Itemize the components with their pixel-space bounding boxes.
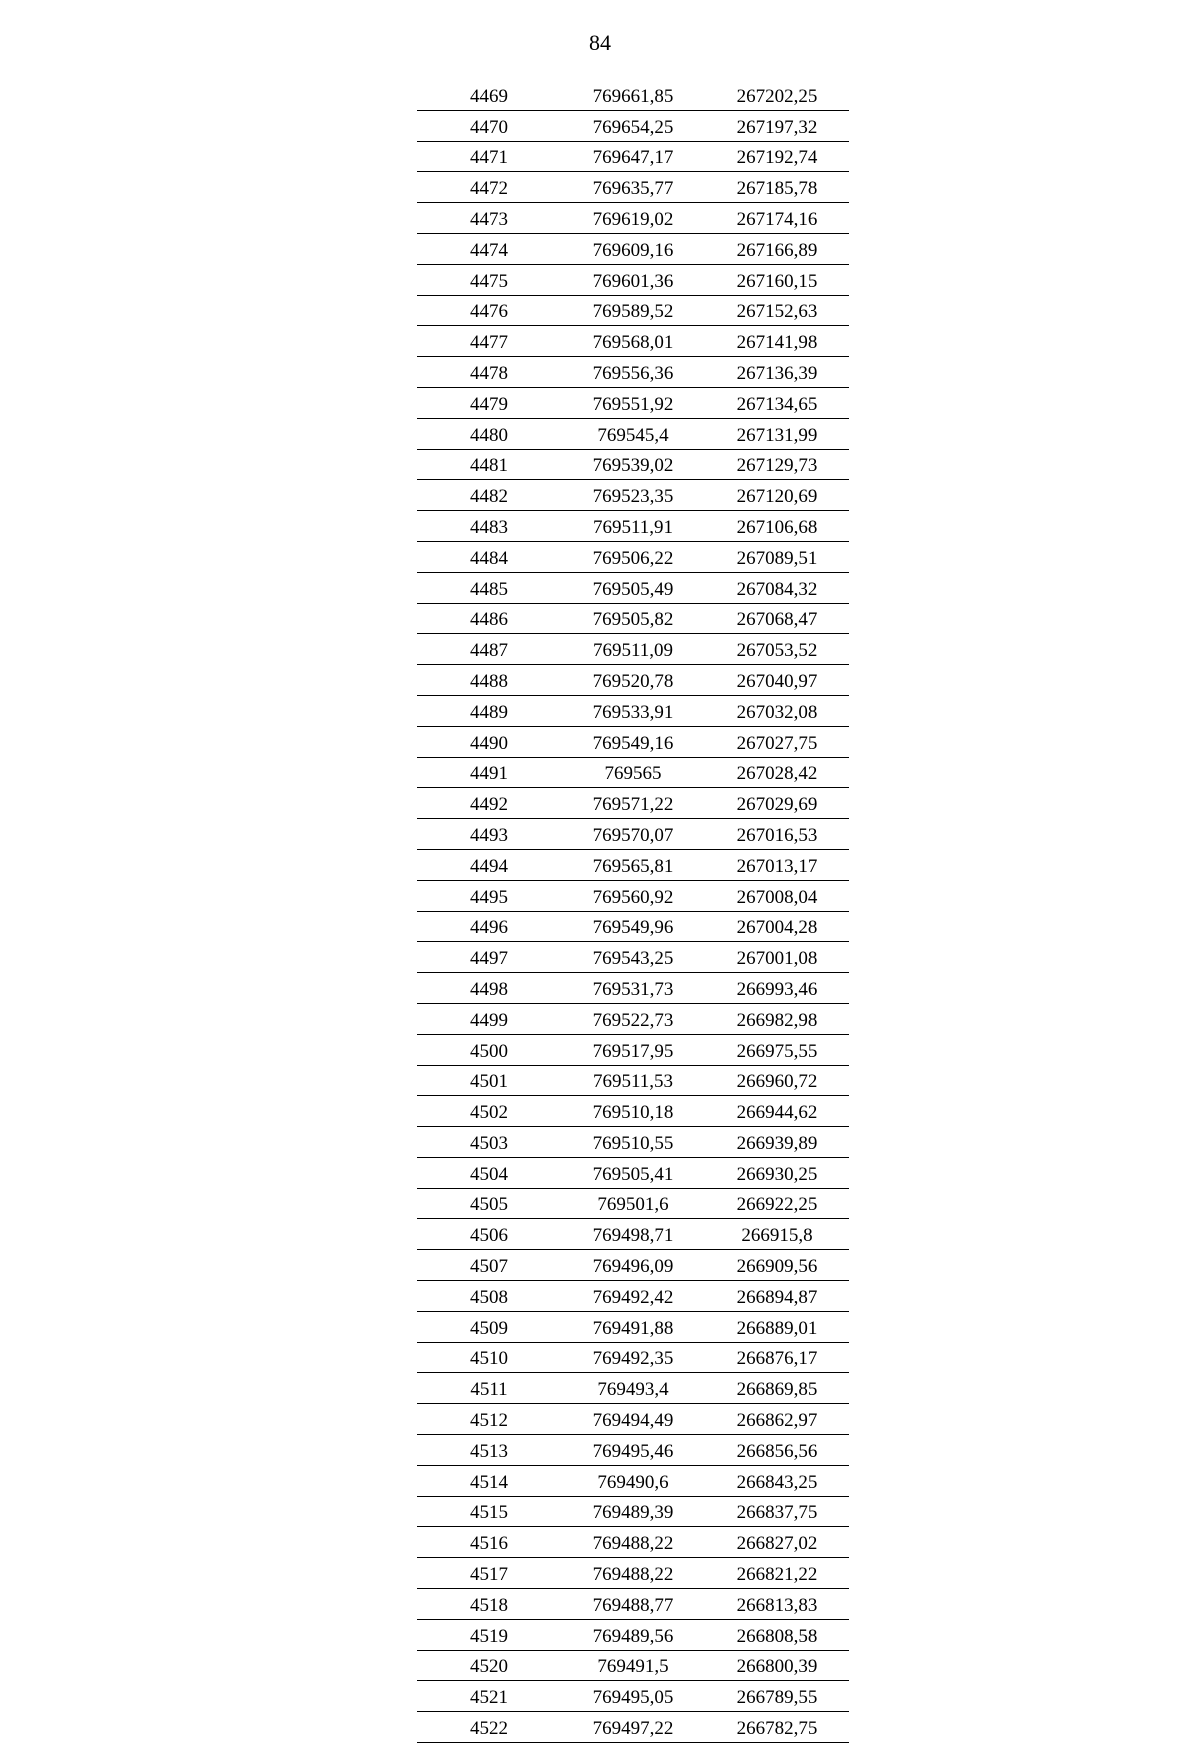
point-number-cell: 4505 xyxy=(417,1188,561,1219)
y-coordinate-cell: 266939,89 xyxy=(705,1127,849,1158)
table-row xyxy=(417,1311,849,1342)
table-row xyxy=(417,788,849,819)
table-row xyxy=(417,849,849,880)
x-coordinate-cell: 769565,81 xyxy=(561,849,705,880)
point-number-cell: 4478 xyxy=(417,357,561,388)
table-row xyxy=(417,1096,849,1127)
table-row xyxy=(417,1496,849,1527)
table-row xyxy=(417,1034,849,1065)
y-coordinate-cell: 266894,87 xyxy=(705,1281,849,1312)
point-number-cell: 4516 xyxy=(417,1527,561,1558)
y-coordinate-cell: 266930,25 xyxy=(705,1157,849,1188)
x-coordinate-cell: 769551,92 xyxy=(561,387,705,418)
table-row xyxy=(417,1188,849,1219)
point-number-cell: 4495 xyxy=(417,880,561,911)
table-row xyxy=(417,1157,849,1188)
table-row xyxy=(417,634,849,665)
x-coordinate-cell: 769510,55 xyxy=(561,1127,705,1158)
table-row xyxy=(417,726,849,757)
table-row xyxy=(417,572,849,603)
x-coordinate-cell: 769589,52 xyxy=(561,295,705,326)
table-row xyxy=(417,511,849,542)
point-number-cell: 4485 xyxy=(417,572,561,603)
point-number-cell: 4500 xyxy=(417,1034,561,1065)
x-coordinate-cell: 769488,22 xyxy=(561,1558,705,1589)
x-coordinate-cell: 769570,07 xyxy=(561,819,705,850)
page-number: 84 xyxy=(589,30,611,55)
point-number-cell: 4477 xyxy=(417,326,561,357)
table-row xyxy=(417,1589,849,1620)
x-coordinate-cell: 769497,22 xyxy=(561,1712,705,1743)
point-number-cell: 4507 xyxy=(417,1250,561,1281)
y-coordinate-cell: 267001,08 xyxy=(705,942,849,973)
point-number-cell: 4519 xyxy=(417,1619,561,1650)
y-coordinate-cell: 267120,69 xyxy=(705,480,849,511)
point-number-cell: 4482 xyxy=(417,480,561,511)
y-coordinate-cell: 266821,22 xyxy=(705,1558,849,1589)
x-coordinate-cell: 769491,5 xyxy=(561,1650,705,1681)
y-coordinate-cell: 267131,99 xyxy=(705,418,849,449)
point-number-cell: 4501 xyxy=(417,1065,561,1096)
point-number-cell: 4490 xyxy=(417,726,561,757)
x-coordinate-cell: 769654,25 xyxy=(561,110,705,141)
point-number-cell: 4470 xyxy=(417,110,561,141)
table-row xyxy=(417,1619,849,1650)
table-row xyxy=(417,1250,849,1281)
y-coordinate-cell: 266837,75 xyxy=(705,1496,849,1527)
x-coordinate-cell: 769647,17 xyxy=(561,141,705,172)
x-coordinate-cell: 769505,49 xyxy=(561,572,705,603)
table-row xyxy=(417,1219,849,1250)
y-coordinate-cell: 267197,32 xyxy=(705,110,849,141)
x-coordinate-cell: 769511,91 xyxy=(561,511,705,542)
point-number-cell: 4499 xyxy=(417,1003,561,1034)
x-coordinate-cell: 769496,09 xyxy=(561,1250,705,1281)
table-row xyxy=(417,1527,849,1558)
y-coordinate-cell: 266869,85 xyxy=(705,1373,849,1404)
table-row xyxy=(417,1404,849,1435)
point-number-cell: 4488 xyxy=(417,665,561,696)
point-number-cell: 4476 xyxy=(417,295,561,326)
x-coordinate-cell: 769511,53 xyxy=(561,1065,705,1096)
table-row xyxy=(417,665,849,696)
y-coordinate-cell: 267004,28 xyxy=(705,911,849,942)
x-coordinate-cell: 769661,85 xyxy=(561,80,705,110)
table-row xyxy=(417,541,849,572)
y-coordinate-cell: 267013,17 xyxy=(705,849,849,880)
point-number-cell: 4517 xyxy=(417,1558,561,1589)
x-coordinate-cell: 769490,6 xyxy=(561,1465,705,1496)
y-coordinate-cell: 266876,17 xyxy=(705,1342,849,1373)
table-row xyxy=(417,80,849,110)
table-row xyxy=(417,295,849,326)
point-number-cell: 4481 xyxy=(417,449,561,480)
table-row xyxy=(417,1435,849,1466)
point-number-cell: 4520 xyxy=(417,1650,561,1681)
table-row xyxy=(417,819,849,850)
point-number-cell: 4469 xyxy=(417,80,561,110)
point-number-cell: 4522 xyxy=(417,1712,561,1743)
y-coordinate-cell: 267040,97 xyxy=(705,665,849,696)
y-coordinate-cell: 267141,98 xyxy=(705,326,849,357)
y-coordinate-cell: 267068,47 xyxy=(705,603,849,634)
y-coordinate-cell: 267152,63 xyxy=(705,295,849,326)
point-number-cell: 4484 xyxy=(417,541,561,572)
point-number-cell: 4497 xyxy=(417,942,561,973)
y-coordinate-cell: 266827,02 xyxy=(705,1527,849,1558)
table-row xyxy=(417,757,849,788)
y-coordinate-cell: 267016,53 xyxy=(705,819,849,850)
table-row xyxy=(417,1712,849,1743)
x-coordinate-cell: 769491,88 xyxy=(561,1311,705,1342)
y-coordinate-cell: 266789,55 xyxy=(705,1681,849,1712)
x-coordinate-cell: 769520,78 xyxy=(561,665,705,696)
y-coordinate-cell: 267185,78 xyxy=(705,172,849,203)
y-coordinate-cell: 266813,83 xyxy=(705,1589,849,1620)
x-coordinate-cell: 769609,16 xyxy=(561,233,705,264)
y-coordinate-cell: 266909,56 xyxy=(705,1250,849,1281)
point-number-cell: 4511 xyxy=(417,1373,561,1404)
y-coordinate-cell: 267202,25 xyxy=(705,80,849,110)
y-coordinate-cell: 267029,69 xyxy=(705,788,849,819)
table-row xyxy=(417,695,849,726)
table-row xyxy=(417,233,849,264)
x-coordinate-cell: 769635,77 xyxy=(561,172,705,203)
y-coordinate-cell: 266843,25 xyxy=(705,1465,849,1496)
point-number-cell: 4514 xyxy=(417,1465,561,1496)
y-coordinate-cell: 267089,51 xyxy=(705,541,849,572)
point-number-cell: 4513 xyxy=(417,1435,561,1466)
point-number-cell: 4498 xyxy=(417,973,561,1004)
table-row xyxy=(417,1373,849,1404)
x-coordinate-cell: 769494,49 xyxy=(561,1404,705,1435)
point-number-cell: 4492 xyxy=(417,788,561,819)
table-row xyxy=(417,326,849,357)
point-number-cell: 4475 xyxy=(417,264,561,295)
point-number-cell: 4474 xyxy=(417,233,561,264)
x-coordinate-cell: 769510,18 xyxy=(561,1096,705,1127)
point-number-cell: 4493 xyxy=(417,819,561,850)
table-row xyxy=(417,1681,849,1712)
y-coordinate-cell: 267053,52 xyxy=(705,634,849,665)
point-number-cell: 4512 xyxy=(417,1404,561,1435)
table-row xyxy=(417,480,849,511)
point-number-cell: 4503 xyxy=(417,1127,561,1158)
y-coordinate-cell: 266922,25 xyxy=(705,1188,849,1219)
y-coordinate-cell: 266975,55 xyxy=(705,1034,849,1065)
table-row xyxy=(417,357,849,388)
y-coordinate-cell: 267192,74 xyxy=(705,141,849,172)
point-number-cell: 4471 xyxy=(417,141,561,172)
x-coordinate-cell: 769549,16 xyxy=(561,726,705,757)
y-coordinate-cell: 267160,15 xyxy=(705,264,849,295)
x-coordinate-cell: 769505,82 xyxy=(561,603,705,634)
y-coordinate-cell: 266808,58 xyxy=(705,1619,849,1650)
x-coordinate-cell: 769495,05 xyxy=(561,1681,705,1712)
x-coordinate-cell: 769488,77 xyxy=(561,1589,705,1620)
point-number-cell: 4479 xyxy=(417,387,561,418)
coordinates-table xyxy=(417,80,849,1743)
table-row xyxy=(417,911,849,942)
table-row xyxy=(417,1281,849,1312)
table-row xyxy=(417,1065,849,1096)
y-coordinate-cell: 266982,98 xyxy=(705,1003,849,1034)
x-coordinate-cell: 769539,02 xyxy=(561,449,705,480)
y-coordinate-cell: 267027,75 xyxy=(705,726,849,757)
table-row xyxy=(417,1342,849,1373)
x-coordinate-cell: 769543,25 xyxy=(561,942,705,973)
x-coordinate-cell: 769511,09 xyxy=(561,634,705,665)
point-number-cell: 4489 xyxy=(417,695,561,726)
table-row xyxy=(417,110,849,141)
x-coordinate-cell: 769571,22 xyxy=(561,788,705,819)
point-number-cell: 4506 xyxy=(417,1219,561,1250)
table-row xyxy=(417,264,849,295)
table-row xyxy=(417,603,849,634)
y-coordinate-cell: 266960,72 xyxy=(705,1065,849,1096)
point-number-cell: 4486 xyxy=(417,603,561,634)
point-number-cell: 4491 xyxy=(417,757,561,788)
table-row xyxy=(417,387,849,418)
x-coordinate-cell: 769498,71 xyxy=(561,1219,705,1250)
x-coordinate-cell: 769533,91 xyxy=(561,695,705,726)
x-coordinate-cell: 769545,4 xyxy=(561,418,705,449)
table-body xyxy=(417,80,849,1743)
y-coordinate-cell: 267166,89 xyxy=(705,233,849,264)
table-row xyxy=(417,418,849,449)
y-coordinate-cell: 267134,65 xyxy=(705,387,849,418)
y-coordinate-cell: 267136,39 xyxy=(705,357,849,388)
table-row xyxy=(417,1465,849,1496)
x-coordinate-cell: 769492,35 xyxy=(561,1342,705,1373)
table-row xyxy=(417,880,849,911)
x-coordinate-cell: 769501,6 xyxy=(561,1188,705,1219)
y-coordinate-cell: 267106,68 xyxy=(705,511,849,542)
y-coordinate-cell: 266856,56 xyxy=(705,1435,849,1466)
point-number-cell: 4494 xyxy=(417,849,561,880)
x-coordinate-cell: 769522,73 xyxy=(561,1003,705,1034)
y-coordinate-cell: 266800,39 xyxy=(705,1650,849,1681)
point-number-cell: 4480 xyxy=(417,418,561,449)
point-number-cell: 4508 xyxy=(417,1281,561,1312)
point-number-cell: 4510 xyxy=(417,1342,561,1373)
x-coordinate-cell: 769489,39 xyxy=(561,1496,705,1527)
x-coordinate-cell: 769517,95 xyxy=(561,1034,705,1065)
y-coordinate-cell: 267084,32 xyxy=(705,572,849,603)
y-coordinate-cell: 266862,97 xyxy=(705,1404,849,1435)
x-coordinate-cell: 769493,4 xyxy=(561,1373,705,1404)
x-coordinate-cell: 769565 xyxy=(561,757,705,788)
point-number-cell: 4487 xyxy=(417,634,561,665)
table-row xyxy=(417,449,849,480)
point-number-cell: 4473 xyxy=(417,203,561,234)
x-coordinate-cell: 769619,02 xyxy=(561,203,705,234)
y-coordinate-cell: 267008,04 xyxy=(705,880,849,911)
point-number-cell: 4521 xyxy=(417,1681,561,1712)
y-coordinate-cell: 266993,46 xyxy=(705,973,849,1004)
table-row xyxy=(417,203,849,234)
y-coordinate-cell: 267129,73 xyxy=(705,449,849,480)
x-coordinate-cell: 769531,73 xyxy=(561,973,705,1004)
table-row xyxy=(417,172,849,203)
point-number-cell: 4518 xyxy=(417,1589,561,1620)
table-row xyxy=(417,1558,849,1589)
x-coordinate-cell: 769568,01 xyxy=(561,326,705,357)
x-coordinate-cell: 769506,22 xyxy=(561,541,705,572)
point-number-cell: 4515 xyxy=(417,1496,561,1527)
y-coordinate-cell: 267028,42 xyxy=(705,757,849,788)
point-number-cell: 4504 xyxy=(417,1157,561,1188)
point-number-cell: 4496 xyxy=(417,911,561,942)
x-coordinate-cell: 769549,96 xyxy=(561,911,705,942)
x-coordinate-cell: 769523,35 xyxy=(561,480,705,511)
y-coordinate-cell: 266782,75 xyxy=(705,1712,849,1743)
point-number-cell: 4509 xyxy=(417,1311,561,1342)
y-coordinate-cell: 266915,8 xyxy=(705,1219,849,1250)
y-coordinate-cell: 266944,62 xyxy=(705,1096,849,1127)
x-coordinate-cell: 769556,36 xyxy=(561,357,705,388)
table-row xyxy=(417,1127,849,1158)
y-coordinate-cell: 266889,01 xyxy=(705,1311,849,1342)
x-coordinate-cell: 769560,92 xyxy=(561,880,705,911)
point-number-cell: 4502 xyxy=(417,1096,561,1127)
x-coordinate-cell: 769495,46 xyxy=(561,1435,705,1466)
table-row xyxy=(417,942,849,973)
y-coordinate-cell: 267032,08 xyxy=(705,695,849,726)
point-number-cell: 4472 xyxy=(417,172,561,203)
x-coordinate-cell: 769488,22 xyxy=(561,1527,705,1558)
table-row xyxy=(417,141,849,172)
x-coordinate-cell: 769492,42 xyxy=(561,1281,705,1312)
table-row xyxy=(417,1003,849,1034)
table-row xyxy=(417,973,849,1004)
point-number-cell: 4483 xyxy=(417,511,561,542)
y-coordinate-cell: 267174,16 xyxy=(705,203,849,234)
x-coordinate-cell: 769505,41 xyxy=(561,1157,705,1188)
x-coordinate-cell: 769601,36 xyxy=(561,264,705,295)
x-coordinate-cell: 769489,56 xyxy=(561,1619,705,1650)
table-row xyxy=(417,1650,849,1681)
